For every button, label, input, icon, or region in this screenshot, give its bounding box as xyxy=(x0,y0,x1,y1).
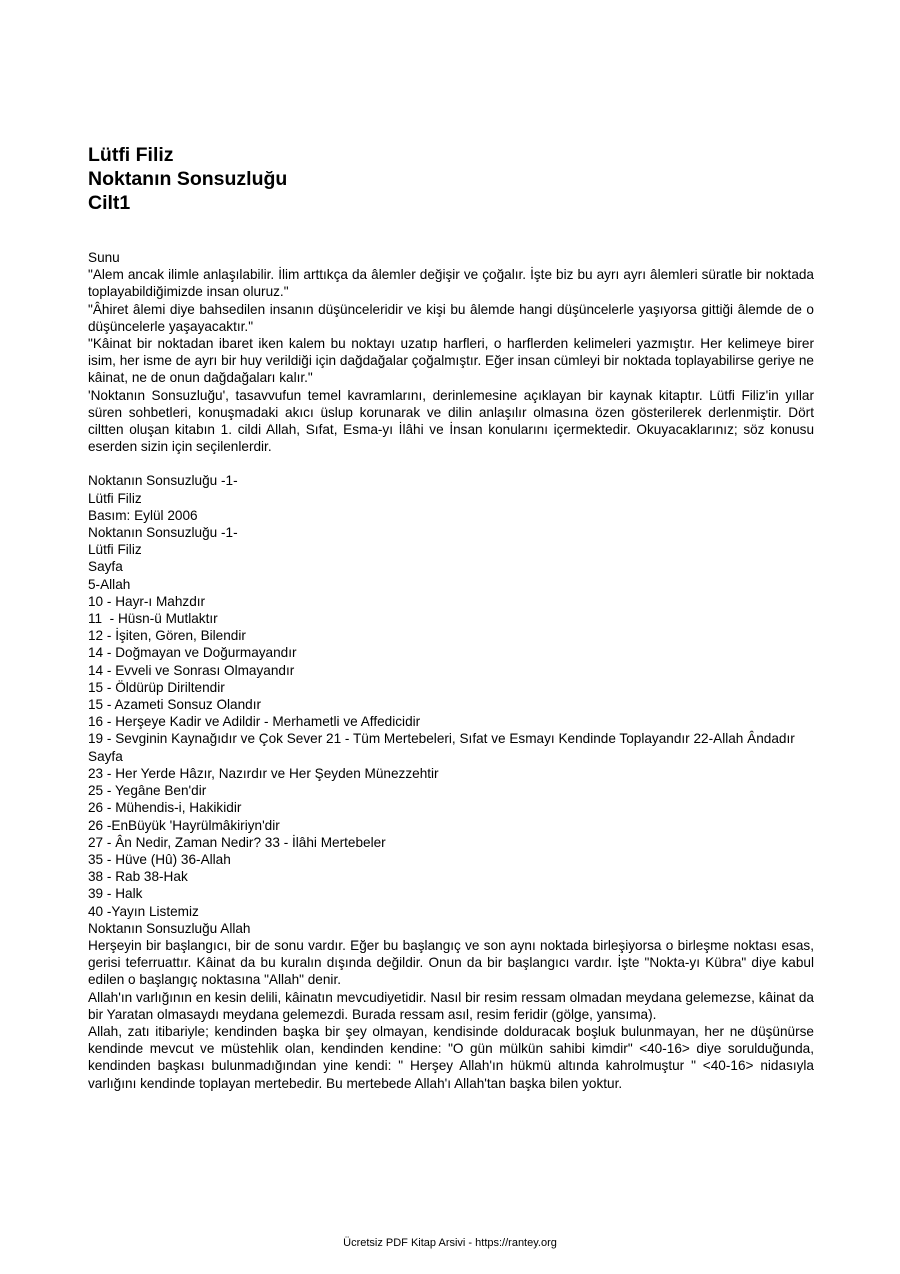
toc-entry: 10 - Hayr-ı Mahzdır xyxy=(88,593,206,609)
toc-entry: 35 - Hüve (Hû) 36-Allah xyxy=(88,851,231,867)
toc-entry: 19 - Sevginin Kaynağıdır ve Çok Sever 21 - Tüm Mertebeleri, Sıfat ve Esmayı Kendinde Toplayandır 22-Allah Ândadır xyxy=(88,731,795,747)
toc-entry: 12 - İşiten, Gören, Bilendir xyxy=(88,628,246,644)
intro-heading: Sunu xyxy=(88,250,120,265)
section-heading: Noktanın Sonsuzluğu Allah xyxy=(88,920,251,936)
toc-label: Sayfa xyxy=(88,748,123,764)
toc-entry: 5-Allah xyxy=(88,576,131,592)
colophon-line: Lütfi Filiz xyxy=(88,490,142,506)
toc-entry: 40 -Yayın Listemiz xyxy=(88,903,199,919)
toc-entry: 39 - Halk xyxy=(88,886,143,902)
toc-entry: 25 - Yegâne Ben'dir xyxy=(88,783,207,799)
book-title: Noktanın Sonsuzluğu xyxy=(88,168,288,190)
page-footer: Ücretsiz PDF Kitap Arsivi - https://rantey.org xyxy=(343,1237,557,1249)
page-content xyxy=(88,249,814,1092)
toc-entry: 15 - Azameti Sonsuz Olandır xyxy=(88,697,262,713)
toc-entry: 23 - Her Yerde Hâzır, Nazırdır ve Her Şeyden Münezzehtir xyxy=(88,765,439,781)
spacer xyxy=(88,455,814,472)
toc-label: Sayfa xyxy=(88,559,123,575)
colophon-line: Noktanın Sonsuzluğu -1- xyxy=(88,525,238,541)
title-block xyxy=(88,143,287,215)
toc-entry: 11 - Hüsn-ü Mutlaktır xyxy=(88,611,218,627)
toc-entry: 27 - Ân Nedir, Zaman Nedir? 33 - İlâhi Mertebeler xyxy=(88,834,386,850)
intro-paragraph: "Alem ancak ilimle anlaşılabilir. İlim arttıkça da âlemler değişir ve çoğalır. İşte biz bu ayrı ayrı âlemleri süratle bir noktada toplayabildiğimizde insan oluruz." xyxy=(88,267,814,300)
colophon-line: Lütfi Filiz xyxy=(88,542,142,558)
intro-paragraph: "Kâinat bir noktadan ibaret iken kalem bu noktayı uzatıp harfleri, o harflerden kelimeleri yazmıştır. Her kelimeye birer isim, her isme de ayrı bir huy verildiği için dağdağalar çoğalmıştır. Eğer insan cümleyi bir noktada toplayabilirse geriye ne kâinat, ne de onun dağdağaları kalır." xyxy=(88,336,814,386)
intro-paragraph: "Âhiret âlemi diye bahsedilen insanın düşünceleridir ve kişi bu âlemde hangi düşüncelerle yaşıyorsa gittiği âlemde de o düşüncelerle yaşayacaktır." xyxy=(88,301,814,334)
colophon-line: Noktanın Sonsuzluğu -1- xyxy=(88,473,238,489)
body-paragraph: Herşeyin bir başlangıcı, bir de sonu vardır. Eğer bu başlangıç ve son aynı noktada birleşiyorsa o birleşme noktası esas, gerisi teferruattır. Kâinat da bu kuralın dışında değildir. Onun da bir başlangıcı vardır. İşte "Nokta-yı Kübra" diye kabul edilen o başlangıç noktasına "Allah" denir. xyxy=(88,937,814,988)
toc-entry: 38 - Rab 38-Hak xyxy=(88,869,188,885)
volume-label: Cilt1 xyxy=(88,192,131,214)
colophon-line: Basım: Eylül 2006 xyxy=(88,507,198,523)
toc-entry: 26 -EnBüyük 'Hayrülmâkiriyn'dir xyxy=(88,817,280,833)
toc-entry: 14 - Evveli ve Sonrası Olmayandır xyxy=(88,662,295,678)
body-paragraph: Allah'ın varlığının en kesin delili, kâinatın mevcudiyetidir. Nasıl bir resim ressam olmadan meydana gelemezse, kâinat da bir Yaratan olmasaydı meydana gelemezdi. Burada ressam asıl, resim feridir (gölge, yansıma). xyxy=(88,989,814,1022)
toc-entry: 14 - Doğmayan ve Doğurmayandır xyxy=(88,645,297,661)
author-name: Lütfi Filiz xyxy=(88,144,174,166)
body-paragraph: Allah, zatı itibariyle; kendinden başka bir şey olmayan, kendisinde dolduracak boşluk bulunmayan, her ne düşünürse kendinde mevcut ve müstehlik olan, kendinden kendine: "O gün mülkün sahibi kimdir" <40-16> diye sorulduğunda, kendinden başkası bulunmadığından yine kendi: " Herşey Allah'ın hükmü altında kahrolmuştur " <40-16> nidasıyla varlığını kendinde toplayan mertebedir. Bu mertebede Allah'ı Allah'tan başka bilen yoktur. xyxy=(88,1023,814,1091)
toc-entry: 15 - Öldürüp Diriltendir xyxy=(88,679,225,695)
intro-paragraph: 'Noktanın Sonsuzluğu', tasavvufun temel kavramlarını, derinlemesine açıklayan bir kaynak kitaptır. Lütfi Filiz'in yıllar süren sohbetleri, konuşmadaki akıcı üslup korunarak ve dilin anlaşılır olmasına özen gösterilerek derlenmiştir. Dört ciltten oluşan kitabın 1. cildi Allah, Sıfat, Esma-yı İlâhi ve İnsan konularını içermektedir. Okuyacaklarınız; söz konusu eserden sizin için seçilenlerdir. xyxy=(88,387,814,455)
toc-entry: 26 - Mühendis-i, Hakikidir xyxy=(88,800,242,816)
toc-entry: 16 - Herşeye Kadir ve Adildir - Merhametli ve Affedicidir xyxy=(88,714,421,730)
